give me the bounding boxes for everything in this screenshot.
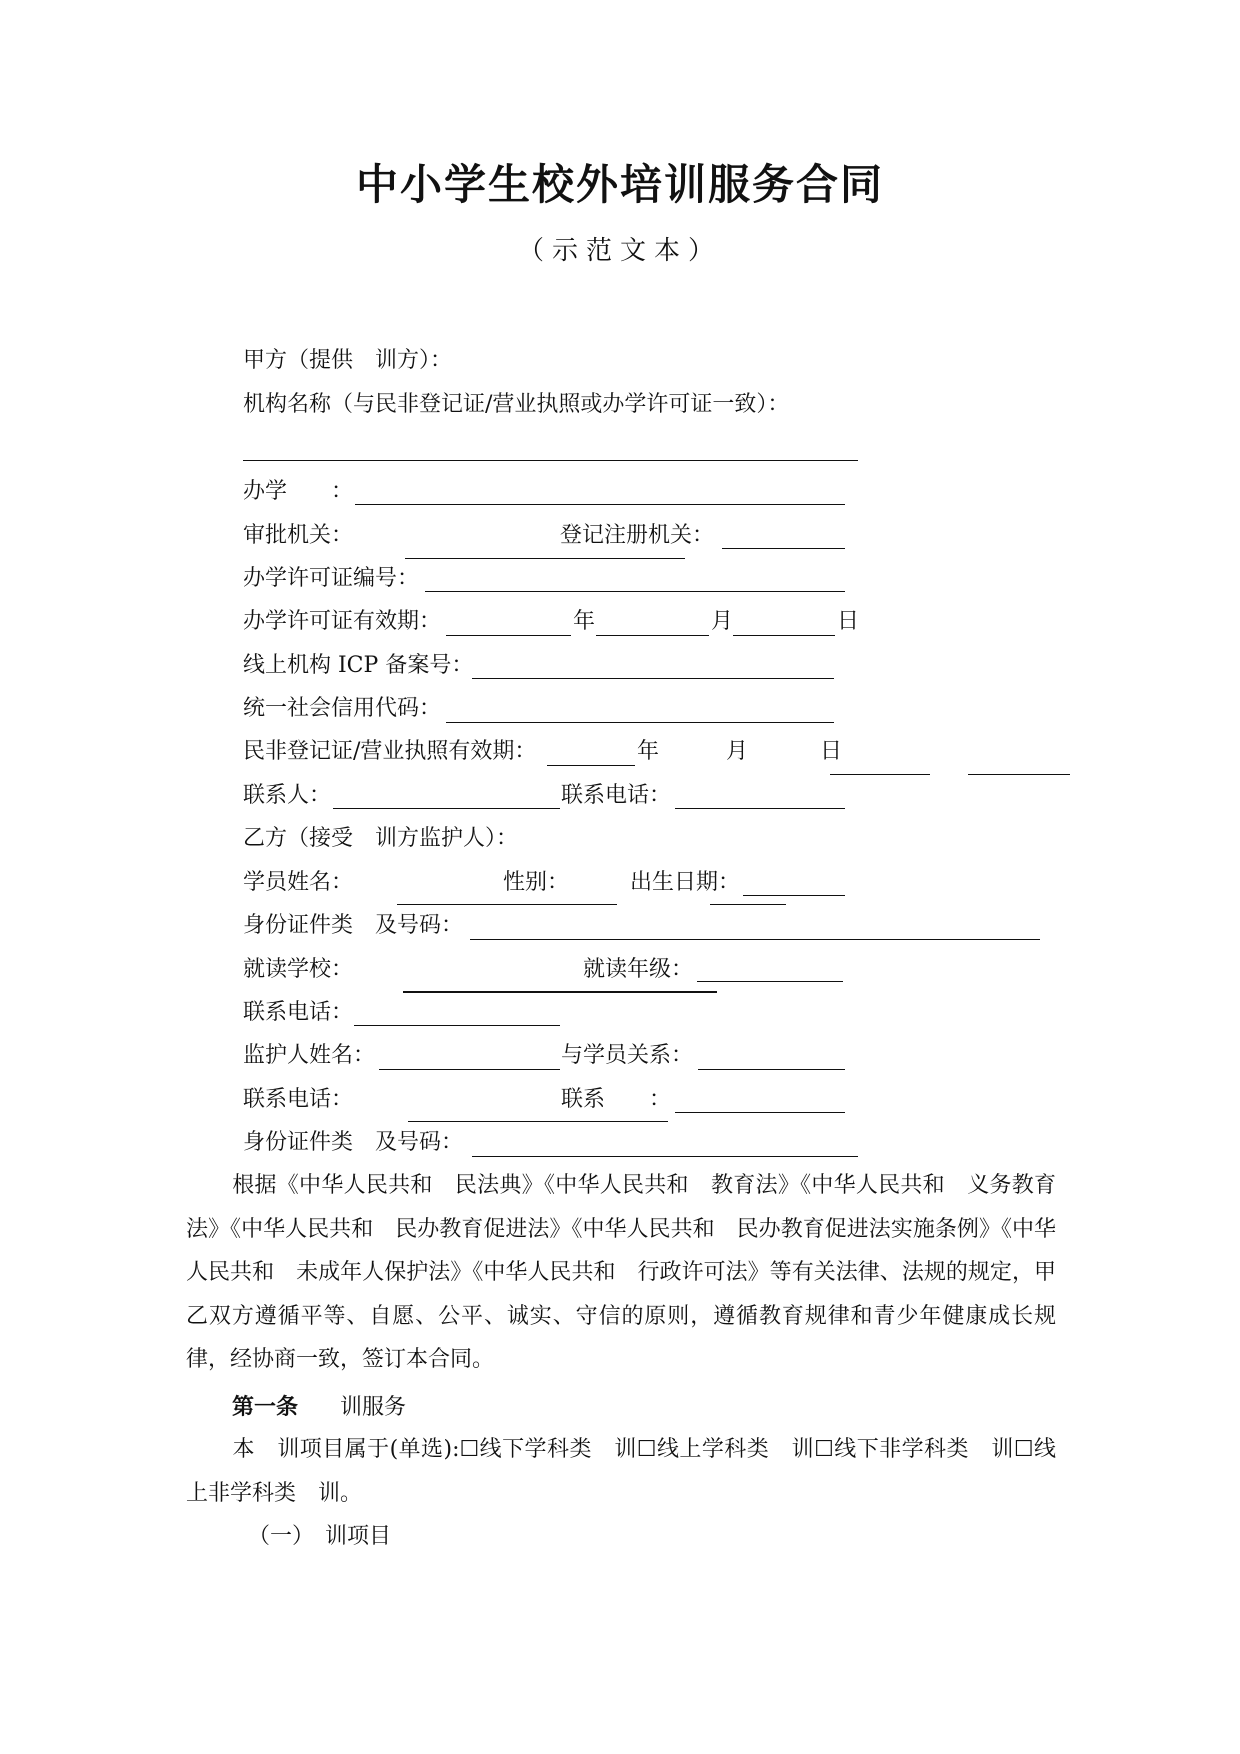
license-month-field[interactable] [596,635,709,636]
license-day-field[interactable] [733,635,835,636]
reg-validity-label: 民非登记证/营业执照有效期： [243,739,537,764]
reg-month-label: 月 [726,739,749,764]
org-name-field[interactable] [243,460,858,461]
school-label: 办学 ： [243,479,354,504]
document-subtitle: （示范文本） [517,236,722,266]
article1-heading [232,1392,406,1423]
gender-label: 性别： [503,870,570,895]
article1-text: 本 训项目属于(单选):☐线下学科类 训☐线上学科类 训☐线下非学科类 训☐线上非学科类 训。 [186,1437,1056,1506]
registration-label: 登记注册机关： [560,523,715,548]
gender-field[interactable] [710,904,786,905]
guardian-phone-field[interactable] [408,1121,668,1122]
student-id-field[interactable] [470,939,1040,940]
birth-label: 出生日期： [630,870,741,895]
reg-day-label: 日 [820,739,843,764]
student-name-field[interactable] [397,904,617,905]
party-a-phone-field[interactable] [675,808,845,809]
license-year-label: 年 [573,609,596,634]
approval-label: 审批机关： [243,523,354,548]
student-name-label: 学员姓名： [243,870,354,895]
reg-year-label: 年 [637,739,660,764]
credit-code-label: 统一社会信用代码： [243,696,442,721]
article1-paragraph [186,1428,1056,1515]
preamble-text: 根据《中华人民共和 民法典》《中华人民共和 教育法》《中华人民共和 义务教育法》《中华人民共和 民办教育促进法》《中华人民共和 民办教育促进法实施条例》《中华人民共和 未成年人保护法》《中华人民共和 行政许可法》等有关法律、法规的规定，甲乙双方遵循平等、自愿、公平、诚实、守信的原则，遵循教育规律和青少年健康成长规律，经协商一致，签订本合同。 [186,1173,1056,1372]
license-month-label: 月 [711,609,734,634]
school-field[interactable] [355,504,845,505]
party-a-phone-label: 联系电话： [561,783,672,808]
preamble-paragraph [186,1164,1056,1382]
icp-field[interactable] [472,678,834,679]
guardian-contact-field[interactable] [675,1112,845,1113]
contact-field[interactable] [333,808,560,809]
credit-code-field[interactable] [446,722,834,723]
grade-label: 就读年级： [583,957,694,982]
icp-label: 线上机构 ICP 备案号： [243,653,474,678]
party-b-heading: 乙方（接受 训方监护人）： [243,826,519,851]
license-validity-label: 办学许可证有效期： [243,609,442,634]
guardian-id-label: 身份证件类 及号码： [243,1130,464,1155]
relation-field[interactable] [698,1069,845,1070]
article1-title: 训服务 [318,1395,407,1420]
school-name-label: 就读学校： [243,957,354,982]
registration-field[interactable] [722,548,845,549]
document-title: 中小学生校外培训服务合同 [355,160,884,209]
article1-subheading: （一） 训项目 [248,1524,392,1549]
approval-field[interactable] [405,558,685,559]
student-phone-field[interactable] [354,1025,560,1026]
article1-number: 第一条 [232,1394,299,1420]
reg-day-field[interactable] [968,774,1070,775]
student-phone-label: 联系电话： [243,1000,354,1025]
license-no-field[interactable] [425,591,845,592]
party-a-heading: 甲方（提供 训方）： [243,348,453,373]
reg-month-field[interactable] [830,774,930,775]
guardian-phone-label: 联系电话： [243,1087,354,1112]
contact-label: 联系人： [243,783,332,808]
relation-label: 与学员关系： [561,1043,694,1068]
license-year-field[interactable] [446,635,571,636]
guardian-name-label: 监护人姓名： [243,1043,376,1068]
reg-year-field[interactable] [547,765,635,766]
license-no-label: 办学许可证编号： [243,566,420,591]
org-name-label: 机构名称（与民非登记证/营业执照或办学许可证一致）： [243,392,790,417]
birth-field[interactable] [743,895,845,896]
student-id-label: 身份证件类 及号码： [243,913,464,938]
school-name-field[interactable] [403,991,717,993]
grade-field[interactable] [697,981,843,982]
license-day-label: 日 [837,609,860,634]
guardian-id-field[interactable] [472,1156,858,1157]
guardian-name-field[interactable] [379,1069,560,1070]
guardian-contact-label: 联系 ： [561,1087,672,1112]
